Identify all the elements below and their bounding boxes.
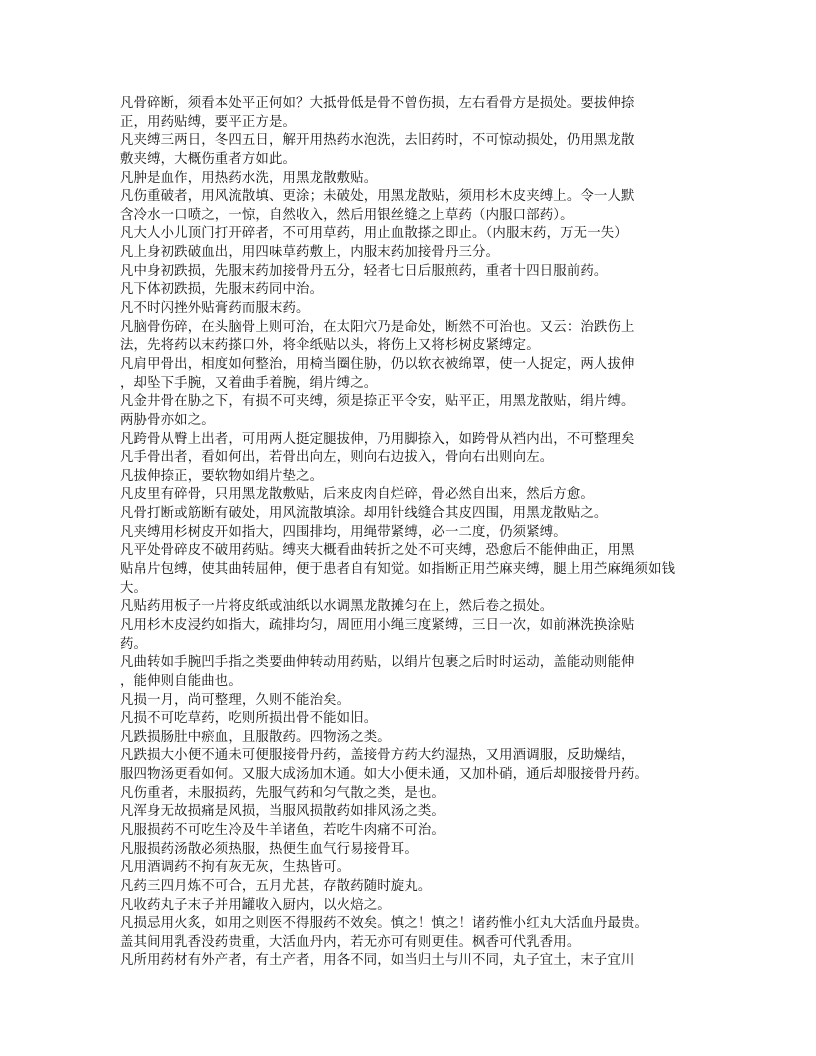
paragraph: [120, 878, 660, 897]
paragraph: [120, 897, 660, 916]
text-line: 两胁骨亦如之。: [120, 412, 215, 428]
text-line: ，却坠下手腕，又着曲手着腕，绢片缚之。: [120, 375, 378, 391]
paragraph: [120, 486, 660, 505]
paragraph: [120, 468, 660, 487]
paragraph: [120, 449, 660, 468]
text-line: 含冷水一口喷之，一惊，自然收入，然后用银丝缝之上草药（内服口部药）。: [120, 207, 574, 223]
text-line: 凡肿是血作，用热药水洗，用黑龙散敷贴。: [120, 170, 378, 186]
paragraph: [120, 915, 660, 952]
text-line: 凡药三四月炼不可合，五月尤甚，存散药随时旋丸。: [120, 878, 432, 894]
text-line: 凡用杉木皮浸约如指大，疏排均匀，周匝用小绳三度紧缚，三日一次，如前淋洗换涂贴: [120, 617, 635, 633]
paragraph: [120, 132, 660, 169]
paragraph: [120, 747, 660, 784]
text-line: 凡损忌用火炙，如用之则医不得服药不效矣。慎之！慎之！诸药惟小红丸大活血丹最贵。: [120, 916, 649, 932]
paragraph: [120, 319, 660, 356]
text-line: 凡骨碎断，须看本处平正何如？大抵骨低是骨不曾伤损，左右看骨方是损处。要拔伸捺: [120, 96, 635, 111]
paragraph: [120, 822, 660, 841]
text-line: 凡跨骨从臀上出者，可用两人挺定腿拔伸，乃用脚捺入，如跨骨从裆内出，不可整理矣: [120, 431, 635, 447]
text-line: 正，用药贴缚，要平正方是。: [120, 114, 297, 130]
paragraph: [120, 785, 660, 804]
text-line: 凡大人小儿顶门打开碎者，不可用草药，用止血散搽之即止。（内服末药，万无一失）: [120, 226, 628, 242]
text-line: 凡服损药汤散必须热服，热便生血气行易接骨耳。: [120, 841, 418, 857]
paragraph: [120, 244, 660, 263]
text-line: 凡平处骨碎皮不破用药贴。缚夹大概看曲转折之处不可夹缚，恐愈后不能伸曲正，用黑: [120, 543, 635, 559]
text-line: 凡手骨出者，看如何出，若骨出向左，则向右边拔入，骨向右出则向左。: [120, 450, 554, 466]
paragraph: [120, 729, 660, 748]
text-line: 凡脑骨伤碎，在头脑骨上则可治，在太阳穴乃是命处，断然不可治也。又云：治跌伤上: [120, 319, 635, 335]
text-line: 盖其间用乳香没药贵重，大活血丹内，若无亦可有则更佳。枫香可代乳香用。: [120, 934, 581, 950]
text-line: 敷夹缚，大概伤重者方如此。: [120, 151, 297, 167]
paragraph: [120, 952, 660, 971]
text-line: ，能伸则自能曲也。: [120, 673, 242, 689]
text-line: 凡损不可吃草药，吃则所损出骨不能如旧。: [120, 711, 378, 727]
text-line: 药。: [120, 636, 148, 652]
text-line: 凡金井骨在胁之下，有损不可夹缚，须是捺正平令安，贴平正，用黑龙散贴，绢片缚。: [120, 394, 635, 410]
paragraph: [120, 505, 660, 524]
paragraph: [120, 859, 660, 878]
text-line: 凡伤重者，未服损药，先服气药和匀气散之类，是也。: [120, 785, 445, 801]
text-line: 凡损一月，尚可整理，久则不能治矣。: [120, 692, 351, 708]
paragraph: [120, 170, 660, 189]
text-line: 凡贴药用板子一片将皮纸或油纸以水调黑龙散摊匀在上，然后卷之损处。: [120, 599, 554, 615]
paragraph: [120, 692, 660, 711]
text-line: 凡下体初跌损，先服末药同中治。: [120, 282, 324, 298]
paragraph: [120, 281, 660, 300]
paragraph: [120, 710, 660, 729]
paragraph: [120, 654, 660, 691]
paragraph: [120, 598, 660, 617]
paragraph: [120, 188, 660, 225]
text-line: 贴帛片包缚，使其曲转屈伸，便于患者自有知觉。如指断正用苎麻夹缚，腿上用苎麻绳须如钱: [120, 562, 676, 578]
document-page: [120, 95, 676, 971]
text-line: 凡跌损肠肚中瘀血，且服散药。四物汤之类。: [120, 729, 391, 745]
text-line: 凡收药丸子末子并用罐收入厨内，以火焙之。: [120, 897, 391, 913]
text-line: 凡用酒调药不拘有灰无灰，生热皆可。: [120, 860, 351, 876]
text-line: 凡伤重破者，用风流散填、更涂；未破处，用黑龙散贴，须用杉木皮夹缚上。令一人默: [120, 189, 635, 205]
text-line: 凡服损药不可吃生冷及牛羊诸鱼，若吃牛肉痛不可治。: [120, 822, 445, 838]
text-line: 凡跌损大小便不通未可便服接骨丹药，盖接骨方药大约湿热，又用酒调服，反助燥结，: [120, 748, 635, 764]
paragraph: [120, 617, 660, 654]
text-line: 凡夹缚用杉树皮开如指大，四围排均，用绳带紧缚，必一二度，仍须紧缚。: [120, 524, 567, 540]
paragraph: [120, 263, 660, 282]
paragraph: [120, 542, 676, 598]
paragraph: [120, 300, 660, 319]
text-line: 凡上身初跌破血出，用四味草药敷上，内服末药加接骨丹三分。: [120, 245, 500, 261]
paragraph: [120, 841, 660, 860]
text-line: 凡夹缚三两日，冬四五日，解开用热药水泡洗，去旧药时，不可惊动损处，仍用黑龙散: [120, 133, 635, 149]
text-line: 凡不时闪挫外贴膏药而服末药。: [120, 301, 310, 317]
paragraph: [120, 393, 660, 430]
text-line: 凡曲转如手腕凹手指之类要曲伸转动用药贴，以绢片包裹之后时时运动，盖能动则能伸: [120, 655, 635, 671]
text-line: 凡中身初跌损，先服末药加接骨丹五分，轻者七日后服煎药，重者十四日服前药。: [120, 263, 608, 279]
text-line: 法，先将药以末药搽口外，将伞纸贴以头，将伤上又将杉树皮紧缚定。: [120, 338, 540, 354]
text-line: 凡皮里有碎骨，只用黑龙散敷贴，后来皮肉自烂碎，骨必然自出来，然后方愈。: [120, 487, 594, 503]
text-line: 大。: [120, 580, 148, 596]
paragraph: [120, 225, 660, 244]
text-line: 凡所用药材有外产者，有土产者，用各不同，如当归土与川不同，丸子宜土，末子宜川: [120, 953, 635, 969]
paragraph: [120, 803, 660, 822]
text-line: 服四物汤更看如何。又服大成汤加木通。如大小便未通，又加朴硝，通后却服接骨丹药。: [120, 767, 649, 783]
paragraph: [120, 524, 660, 543]
text-line: 凡骨打断或筋断有破处，用风流散填涂。却用针线缝合其皮四围，用黑龙散贴之。: [120, 506, 608, 522]
text-line: 凡肩甲骨出，相度如何整治，用椅当圈住胁，仍以软衣被绵罩，使一人捉定，两人拔伸: [120, 356, 635, 372]
text-line: 凡拔伸捺正，要软物如绢片垫之。: [120, 468, 324, 484]
text-line: 凡浑身无故损痛是风损，当服风损散药如排风汤之类。: [120, 804, 445, 820]
paragraph: [120, 95, 660, 132]
paragraph: [120, 431, 660, 450]
paragraph: [120, 356, 660, 393]
